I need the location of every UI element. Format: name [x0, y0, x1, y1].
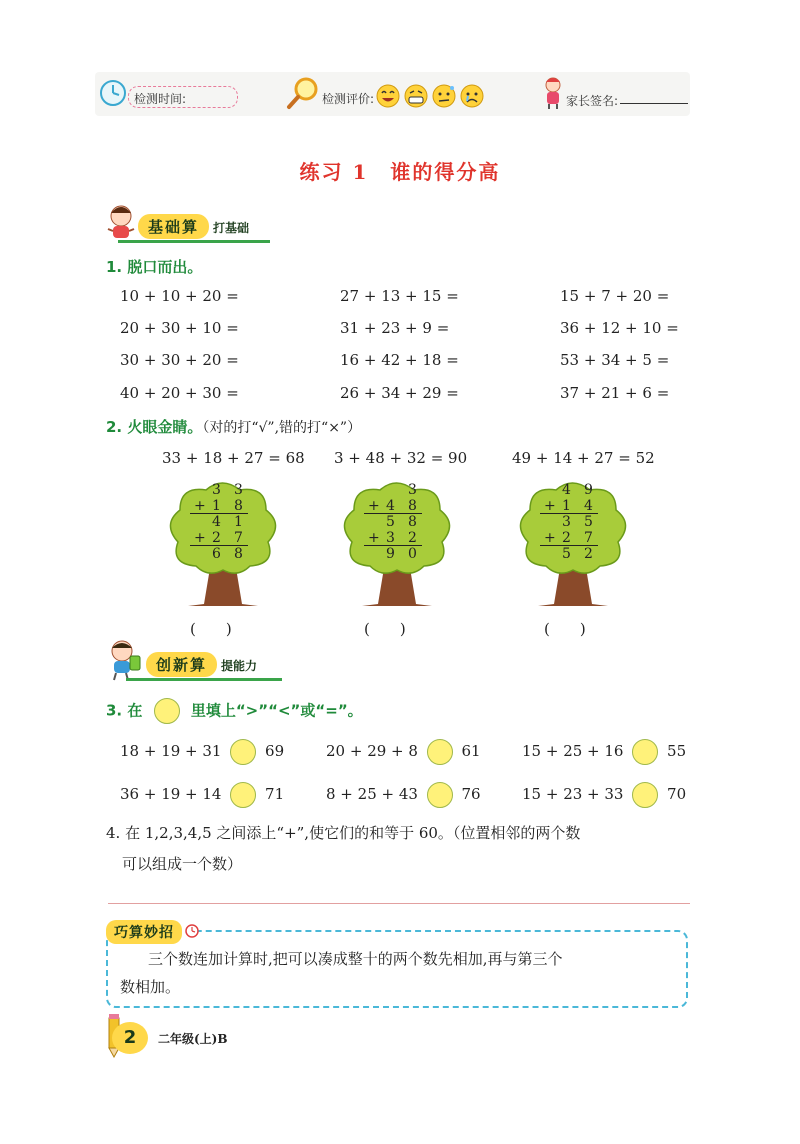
digit: 2	[584, 546, 593, 562]
vertical-calc-tree	[508, 480, 638, 610]
parent-signature-label: 家长签名:	[566, 94, 619, 108]
q1-equation: 36 + 12 + 10 =	[560, 319, 679, 337]
q3-item	[522, 739, 686, 765]
plus-sign: +	[544, 530, 556, 546]
digit: 8	[408, 498, 417, 514]
q3-item	[326, 782, 481, 808]
q2-answer-blank[interactable]: ( )	[364, 620, 406, 638]
q1-equation: 31 + 23 + 9 =	[340, 319, 450, 337]
digit: 1	[562, 498, 571, 514]
crying-face-icon[interactable]	[461, 85, 483, 107]
q1-equation: 53 + 34 + 5 =	[560, 351, 670, 369]
q3-expression: 36 + 19 + 14	[120, 785, 222, 803]
parent-signature-field[interactable]	[620, 103, 688, 104]
q3-item	[120, 739, 284, 765]
q3-expression: 15 + 25 + 16	[522, 742, 624, 760]
digit: 8	[234, 546, 243, 562]
q1-equation: 27 + 13 + 15 =	[340, 287, 459, 305]
q3-expression: 15 + 23 + 33	[522, 785, 624, 803]
q2-equation: 33 + 18 + 27 = 68	[162, 449, 305, 467]
section-basic-title: 基础算	[138, 214, 209, 239]
q1-equation: 40 + 20 + 30 =	[120, 384, 239, 402]
q3-compare-circle[interactable]	[427, 739, 453, 765]
q2-equation: 49 + 14 + 27 = 52	[512, 449, 655, 467]
digit: 0	[408, 546, 417, 562]
q3-compare-circle[interactable]	[230, 782, 256, 808]
q3-title-row	[106, 698, 363, 724]
digit: 9	[584, 482, 593, 498]
digit: 5	[562, 546, 571, 562]
digit: 5	[584, 514, 593, 530]
plus-sign: +	[368, 530, 380, 546]
digit: 3	[234, 482, 243, 498]
q3-circle-sample	[154, 698, 180, 724]
digit: 3	[386, 530, 395, 546]
q3-item	[120, 782, 284, 808]
q3-compare-circle[interactable]	[427, 782, 453, 808]
q2-title: 2. 火眼金睛。	[106, 418, 203, 436]
digit: 4	[212, 514, 221, 530]
q1-equation: 10 + 10 + 20 =	[120, 287, 239, 305]
q2-title-row	[106, 416, 361, 437]
q1-equation: 30 + 30 + 20 =	[120, 351, 239, 369]
digit: 3	[212, 482, 221, 498]
section-basic-banner	[138, 214, 249, 238]
laughing-face-icon[interactable]	[377, 85, 399, 107]
q3-value: 76	[461, 785, 481, 803]
digit: 9	[386, 546, 395, 562]
parent-avatar-icon	[540, 76, 566, 110]
digit: 7	[234, 530, 243, 546]
q3-title-end: 里填上“>”“<”或“=”。	[190, 701, 363, 720]
digit: 7	[584, 530, 593, 546]
digit: 6	[212, 546, 221, 562]
q3-expression: 8 + 25 + 43	[326, 785, 418, 803]
digit: 2	[408, 530, 417, 546]
digit: 4	[562, 482, 571, 498]
digit: 2	[562, 530, 571, 546]
section-basic-underline	[118, 240, 270, 243]
digit: 1	[212, 498, 221, 514]
q3-item	[522, 782, 686, 808]
q2-answer-blank[interactable]: ( )	[190, 620, 232, 638]
q3-compare-circle[interactable]	[632, 782, 658, 808]
q1-equation: 26 + 34 + 29 =	[340, 384, 459, 402]
q3-compare-circle[interactable]	[230, 739, 256, 765]
plus-sign: +	[194, 530, 206, 546]
vertical-calc-tree	[332, 480, 462, 610]
digit: 1	[234, 514, 243, 530]
plus-sign: +	[544, 498, 556, 514]
sum-line	[364, 513, 422, 514]
page-title: 练习 1 谁的得分高	[299, 160, 501, 184]
section-creative-banner	[146, 652, 257, 676]
section-creative-title: 创新算	[146, 652, 217, 677]
worried-face-icon[interactable]	[433, 85, 455, 107]
section-basic-subtitle: 打基础	[213, 221, 250, 235]
grade-label: 二年级(上)B	[158, 1032, 228, 1046]
plus-sign: +	[194, 498, 206, 514]
page-number: 2	[112, 1022, 148, 1054]
q1-equation: 20 + 30 + 10 =	[120, 319, 239, 337]
digit: 4	[584, 498, 593, 514]
q1-equation: 37 + 21 + 6 =	[560, 384, 670, 402]
section-creative-underline	[126, 678, 282, 681]
q1-equation: 16 + 42 + 18 =	[340, 351, 459, 369]
tip-label: 巧算妙招	[106, 920, 182, 944]
vertical-calc-tree	[158, 480, 288, 610]
test-time-label: 检测时间:	[134, 92, 187, 106]
alarm-clock-icon	[184, 922, 200, 938]
q2-equation: 3 + 48 + 32 = 90	[334, 449, 468, 467]
magnifier-icon	[286, 76, 320, 110]
grinning-face-icon[interactable]	[405, 85, 427, 107]
q3-value: 69	[265, 742, 285, 760]
evaluation-label: 检测评价:	[322, 92, 375, 106]
q3-value: 61	[461, 742, 481, 760]
sum-line	[364, 545, 422, 546]
q3-item	[326, 739, 481, 765]
sum-line	[540, 545, 598, 546]
digit: 8	[234, 498, 243, 514]
q2-answer-blank[interactable]: ( )	[544, 620, 586, 638]
section-creative-subtitle: 提能力	[221, 659, 258, 673]
q3-value: 55	[667, 742, 687, 760]
q2-note: （对的打“√”,错的打“×”）	[202, 420, 362, 436]
digit: 5	[386, 514, 395, 530]
tip-text-line2: 数相加。	[120, 978, 181, 996]
plus-sign: +	[368, 498, 380, 514]
q4-line2: 可以组成一个数）	[122, 855, 243, 873]
q3-expression: 20 + 29 + 8	[326, 742, 418, 760]
q3-value: 71	[265, 785, 285, 803]
digit: 4	[386, 498, 395, 514]
digit: 2	[212, 530, 221, 546]
digit: 3	[562, 514, 571, 530]
q1-title: 1. 脱口而出。	[106, 258, 203, 276]
tip-text-line1: 三个数连加计算时,把可以凑成整十的两个数先相加,再与第三个	[148, 950, 563, 968]
q3-title-start: 3. 在	[106, 701, 143, 720]
sum-line	[190, 545, 248, 546]
girl-mascot-icon	[104, 203, 138, 243]
clock-icon	[98, 78, 128, 108]
q4-line1: 4. 在 1,2,3,4,5 之间添上“+”,使它们的和等于 60。（位置相邻的两个数	[106, 824, 581, 842]
q3-value: 70	[667, 785, 687, 803]
evaluation-faces	[376, 83, 488, 109]
q1-equation: 15 + 7 + 20 =	[560, 287, 670, 305]
sum-line	[190, 513, 248, 514]
q3-compare-circle[interactable]	[632, 739, 658, 765]
digit: 8	[408, 514, 417, 530]
digit: 3	[408, 482, 417, 498]
section-divider	[108, 903, 690, 904]
q3-expression: 18 + 19 + 31	[120, 742, 222, 760]
sum-line	[540, 513, 598, 514]
boy-mascot-icon	[104, 638, 144, 682]
